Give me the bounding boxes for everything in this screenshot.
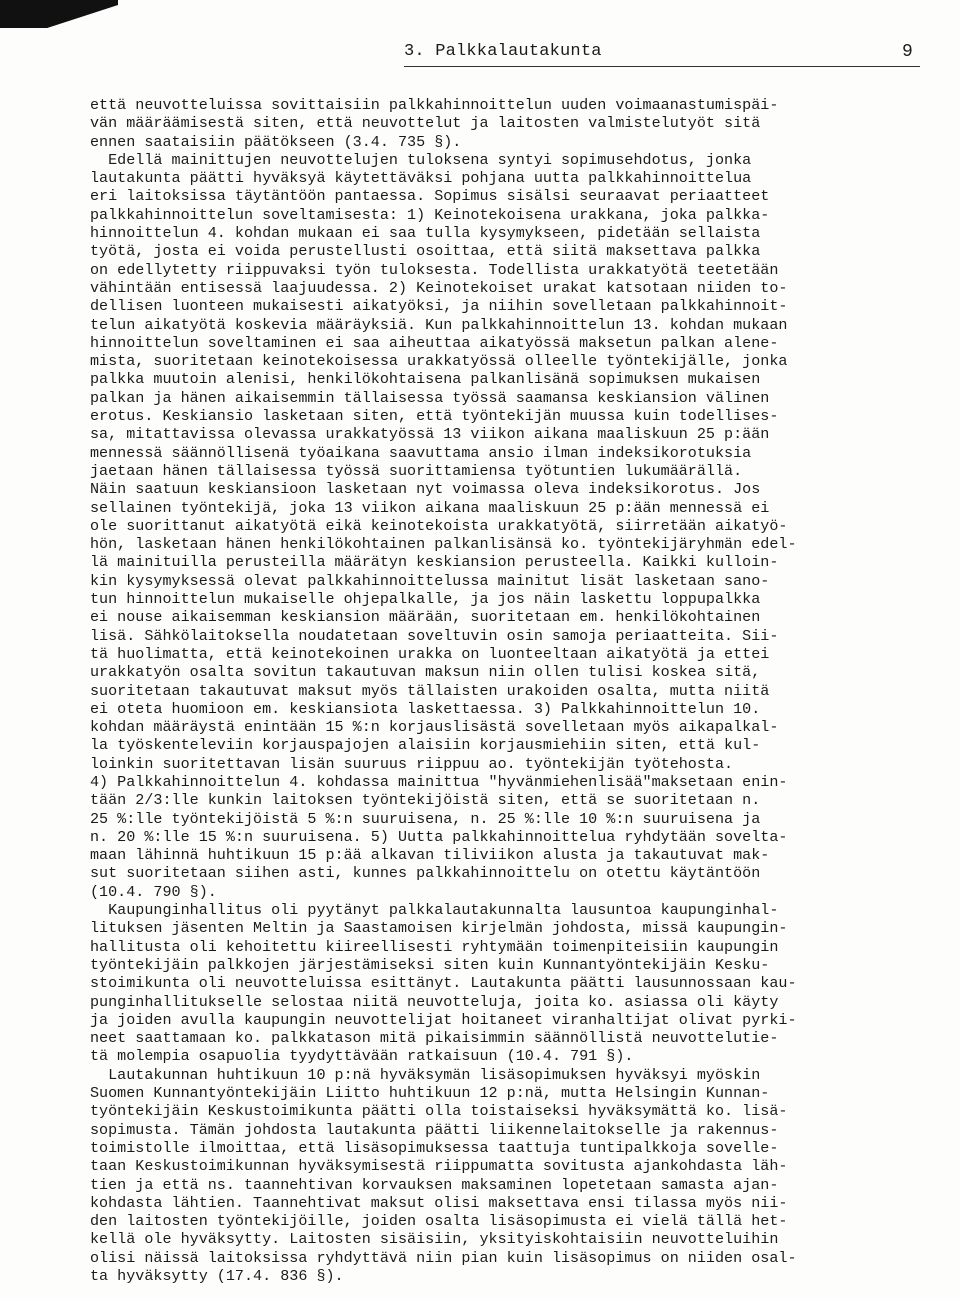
text-line: työntekijäin Keskustoimikunta päätti olla toistaiseksi hyväksymättä ko. lisä- bbox=[90, 1102, 788, 1121]
text-line: palkan ja hänen aikaisemmin tällaisessa työssä saamansa keskiansion välinen bbox=[90, 388, 770, 407]
text-line: työntekijäin palkkojen järjestämiseksi siten kuin Kunnantyöntekijäin Kesku- bbox=[90, 955, 770, 974]
text-line: ei oteta huomioon em. keskiansiota laskettaessa. 3) Palkkahinnoittelun 10. bbox=[90, 699, 761, 718]
text-line: erotus. Keskiansio lasketaan siten, että työntekijän muussa kuin todellises- bbox=[90, 407, 779, 426]
text-line: mista, suoritetaan keinotekoisessa urakkatyössä olleelle työntekijälle, jonka bbox=[90, 352, 788, 371]
scan-corner-mark bbox=[0, 0, 118, 28]
text-line: mennessä säännöllisenä työaikana saavuttama ansio ilman indeksikorotuksia bbox=[90, 443, 752, 462]
text-line: ole suorittanut aikatyötä eikä keinotekoista urakkatyötä, siirretään aikatyö- bbox=[90, 516, 788, 535]
text-line: telun aikatyötä koskevia määräyksiä. Kun palkkahinnoittelun 13. kohdan mukaan bbox=[90, 315, 788, 334]
text-line: maan lähinnä huhtikuun 15 p:ää alkavan tiliviikon alusta ja takautuvat mak- bbox=[90, 846, 770, 865]
text-line: ei nouse aikaisemman keskiansion määrään, suoritetaan em. henkilökohtainen bbox=[90, 608, 761, 627]
text-line: hön, lasketaan hänen henkilökohtainen palkanlisänsä ko. työntekijäryhmän edel- bbox=[90, 535, 797, 554]
text-line: hinnoittelun 4. kohdan mukaan ei saa tulla kysymykseen, pidetään sellaista bbox=[90, 224, 761, 243]
page-number: 9 bbox=[902, 42, 913, 62]
text-line: kellä ole hyväksytty. Laitosten sisäisiin, yksityiskohtaisiin neuvotteluihin bbox=[90, 1230, 779, 1249]
text-line: että neuvotteluissa sovittaisiin palkkahinnoittelun uuden voimaanastumispäi- bbox=[90, 96, 779, 114]
text-line: eri laitoksissa täytäntöön pantaessa. Sopimus sisälsi seuraavat periaatteet bbox=[90, 187, 770, 206]
text-line: tun hinnoittelun mukaiselle ohjepalkalle, ja jos näin laskettu loppupalkka bbox=[90, 590, 761, 609]
text-line: toimistolle ilmoittaa, että lisäsopimuksessa taattuja tuntipalkkoja sovelle- bbox=[90, 1138, 779, 1157]
text-line: neet saattamaan ko. palkkatason mitä pikaisimmin säännöllistä neuvottelutie- bbox=[90, 1029, 779, 1048]
text-line: Näin saatuun keskiansioon lasketaan nyt voimassa oleva indeksikorotus. Jos bbox=[90, 480, 761, 499]
text-line: 25 %:lle työntekijöistä 5 %:n suuruisena, n. 25 %:lle 10 %:n suuruisena ja bbox=[90, 809, 761, 828]
text-line: palkkahinnoittelun soveltamisesta: 1) Keinotekoisena urakkana, joka palkka- bbox=[90, 205, 770, 224]
text-line: tään 2/3:lle kunkin laitoksen työntekijöistä siten, että se suoritetaan n. bbox=[90, 791, 761, 810]
text-line: sellainen työntekijä, joka 13 viikon aikana maaliskuun 25 p:ään mennessä ei bbox=[90, 498, 770, 517]
text-line: sopimusta. Tämän johdosta lautakunta päätti liikennelaitokselle ja rakennus- bbox=[90, 1120, 779, 1139]
text-line: loinkin suoritettavan lisän suuruus riippuu ao. työntekijän työtehosta. bbox=[90, 754, 734, 773]
text-line: palkka muutoin alenisi, henkilökohtaisena palkanlisänä sopimuksen mukaisen bbox=[90, 370, 761, 389]
text-line: punginhallitukselle selostaa niitä neuvotteluja, joita ko. asiassa oli käyty bbox=[90, 992, 779, 1011]
text-line: hallitusta oli kehoitettu kiireellisesti ryhtymään toimenpiteisiin kaupungin bbox=[90, 937, 779, 956]
text-line: jaetaan hänen tällaisessa työssä suorittamiensa työtuntien lukumäärällä. bbox=[90, 461, 743, 480]
text-line: ta hyväksytty (17.4. 836 §). bbox=[90, 1267, 344, 1285]
text-line: n. 20 %:lle 15 %:n suuruisena. 5) Uutta palkkahinnoittelua ryhdytään sovelta- bbox=[90, 827, 788, 846]
text-line: 4) Palkkahinnoittelun 4. kohdassa mainittua "hyvänmiehenlisää"maksetaan enin- bbox=[90, 772, 788, 791]
text-line: kohdasta lähtien. Taannehtivat maksut olisi maksettava ensi tilassa myös nii- bbox=[90, 1193, 788, 1212]
text-line: ennen saataisiin päätökseen (3.4. 735 §). bbox=[90, 132, 462, 151]
text-line: olisi näissä laitoksissa ryhdyttävä niin pian kuin lisäsopimus on niiden osal- bbox=[90, 1248, 797, 1267]
header-rule bbox=[404, 66, 920, 67]
text-line: taan Keskustoimikunnan hyväksymisestä riippumatta sovitusta ajankohdasta läh- bbox=[90, 1157, 788, 1176]
text-line: lä mainituilla perusteilla määrätyn keskiansion perusteella. Kaikki kulloin- bbox=[90, 553, 779, 572]
text-line: työtä, josta ei voida perustellusti osoittaa, että siitä maksettava palkka bbox=[90, 242, 761, 261]
text-line: ja joiden avulla kaupungin neuvottelijat hoitaneet viranhaltijat olivat pyrki- bbox=[90, 1010, 797, 1029]
text-line: lituksen jäsenten Meltin ja Saastamoisen kirjelmän johdosta, missä kaupungin- bbox=[90, 919, 788, 938]
text-line: suoritetaan takautuvat maksut myös tällaisten urakoiden osalta, mutta niitä bbox=[90, 681, 770, 700]
text-line: on edellytetty riippuvaksi työn tuloksesta. Todellista urakkatyötä teetetään bbox=[90, 260, 779, 279]
text-line: dellisen luonteen mukaisesti aikatyöksi, ja niihin sovelletaan palkkahinnoit- bbox=[90, 297, 788, 316]
text-line: kin kysymyksessä olevat palkkahinnoittelussa mainitut lisät lasketaan sano- bbox=[90, 571, 770, 590]
text-line: lisä. Sähkölaitoksella noudatetaan soveltuvin osin samoja periaatteita. Sii- bbox=[90, 626, 779, 645]
text-line: sa, mitattavissa olevassa urakkatyössä 13 viikon aikana maaliskuun 25 p:ään bbox=[90, 425, 770, 444]
text-line: (10.4. 790 §). bbox=[90, 882, 217, 901]
text-line: urakkatyön osalta sovitun takautuvan maksun niin ollen tulisi koskea sitä, bbox=[90, 663, 761, 682]
text-line: Suomen Kunnantyöntekijäin Liitto huhtikuun 12 p:nä, mutta Helsingin Kunnan- bbox=[90, 1084, 770, 1103]
text-line: den laitosten työntekijöille, joiden osalta lisäsopimusta ei vielä tällä het- bbox=[90, 1212, 788, 1231]
text-line: tä huolimatta, että keinotekoinen urakka on luonteeltaan aikatyötä ja ettei bbox=[90, 644, 770, 663]
text-line: vähintään entisessä laajuudessa. 2) Keinotekoiset urakat katsotaan niiden to- bbox=[90, 278, 788, 297]
text-line: Lautakunnan huhtikuun 10 p:nä hyväksymän lisäsopimuksen hyväksyi myöskin bbox=[90, 1065, 761, 1084]
text-line: kohdan määräystä enintään 15 %:n korjauslisästä sovelletaan myös aikapalkal- bbox=[90, 718, 779, 737]
text-line: Kaupunginhallitus oli pyytänyt palkkalautakunnalta lausuntoa kaupunginhal- bbox=[90, 901, 779, 920]
text-line: la työskenteleviin korjauspajojen alaisiin korjausmiehiin siten, että kul- bbox=[90, 736, 761, 755]
text-line: sut suoritetaan siihen asti, kunnes palkkahinnoittelu on otettu käytäntöön bbox=[90, 864, 761, 883]
document-body bbox=[90, 96, 950, 1285]
text-line: vän määräämisestä siten, että neuvottelut ja laitosten valmistelutyöt sitä bbox=[90, 114, 761, 133]
text-line: lautakunta päätti hyväksyä käytettäväksi pohjana uutta palkkahinnoittelua bbox=[90, 169, 752, 188]
running-header-title: 3. Palkkalautakunta bbox=[404, 42, 602, 61]
text-line: tien ja että ns. taannehtivan korvauksen maksaminen lopetetaan samasta ajan- bbox=[90, 1175, 779, 1194]
text-line: stoimikunta oli neuvotteluissa esittänyt. Lautakunta päätti lausunnossaan kau- bbox=[90, 974, 797, 993]
text-line: Edellä mainittujen neuvottelujen tuloksena syntyi sopimusehdotus, jonka bbox=[90, 150, 752, 169]
text-line: hinnoittelun soveltaminen ei saa aiheuttaa aikatyössä maksetun palkan alene- bbox=[90, 333, 779, 352]
text-line: tä molempia osapuolia tyydyttävään ratkaisuun (10.4. 791 §). bbox=[90, 1047, 634, 1066]
